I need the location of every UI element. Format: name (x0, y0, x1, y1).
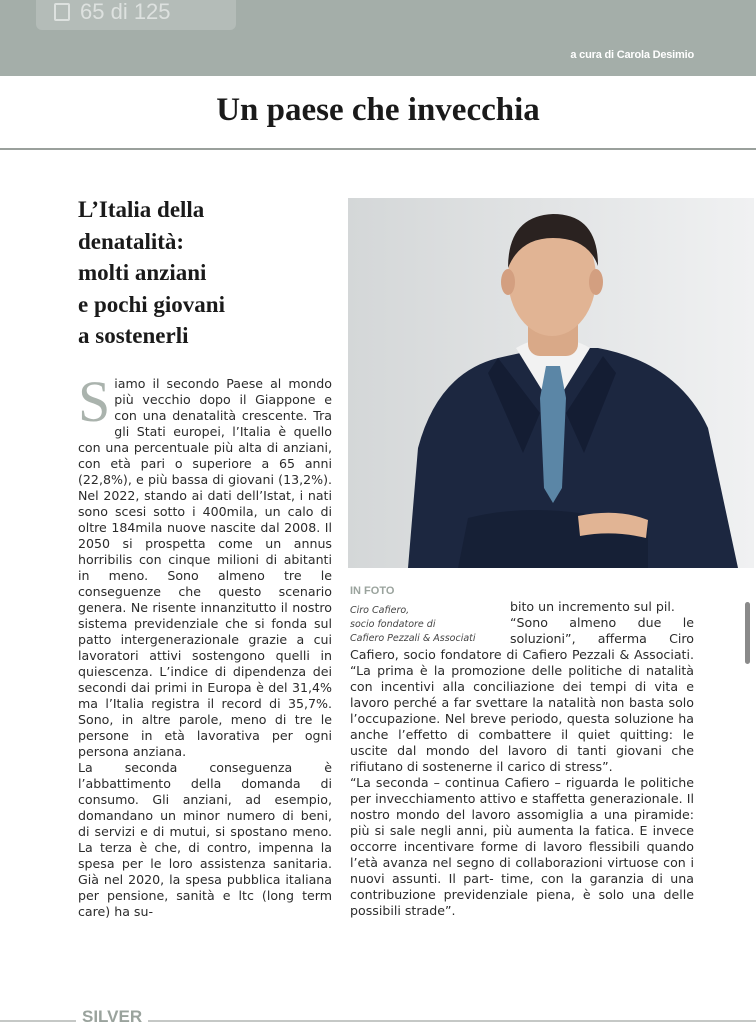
article-column-left (78, 369, 332, 920)
section-title: Un paese che invecchia (216, 92, 540, 128)
page-counter-text: 65 di 125 (80, 0, 171, 24)
body-paragraph: iamo il secondo Paese al mondo più vecchio dopo il Giappone e con una denatalità crescente. Tra gli Stati europei, l’Italia è quello con una percentuale più alta di anziani, con età pari o superiore a 65 anni (22,8%), e più bassa di giovani (13,2%). Nel 2022, stando ai dati dell’Istat, i nati sono scesi sotto i 400mila, un calo di oltre 184mila nuove nascite dal 2008. Il 2050 si prospetta come un annus horribilis con cinque milioni di abitanti in meno. Sono almeno tre le conseguenze che questo scenario genera. Ne risente innanzitutto il nostro sistema previdenziale che si fonda sul patto intergenerazionale grazie a cui lavoratori attivi sostengono quelli in quiescenza. L’indice di dipendenza dei secondi dai primi in Europa è del 31,4% ma l’Italia registra il record di 35,7%. Sono, in altre parole, meno di tre le persone in età lavorativa per ogni persona anziana. (78, 376, 332, 759)
portrait-illustration (348, 198, 754, 568)
curator-credit: a cura di Carola Desimio (570, 49, 694, 61)
article-column-right (350, 599, 694, 919)
headline-line: L’Italia della (78, 197, 205, 222)
document-icon (54, 3, 70, 21)
caption-line: Cafiero Pezzali & Associati (350, 633, 476, 644)
header-band (0, 0, 756, 76)
headline-line: e pochi giovani (78, 291, 225, 317)
body-paragraph: bito un incremento sul pil. (510, 599, 675, 614)
caption-line: socio fondatore di (350, 619, 436, 630)
body-paragraph: La seconda conseguenza è l’abbattimento della domanda di consumo. Gli anziani, ad esempio, domandano un minor numero di beni, di servizi e di mutui, si spostano meno. La terza è che, di contro, impenna la spesa per le loro assistenza sanitaria. Già nel 2020, la spesa pubblica italiana per pensione, sanità e ltc (long term care) ha su- (78, 760, 332, 919)
drop-cap: S (78, 369, 111, 434)
caption-line: Ciro Cafiero, (350, 605, 410, 616)
scrollbar-thumb[interactable] (745, 602, 750, 664)
portrait-photo (348, 198, 754, 568)
body-paragraph: “La seconda – continua Cafiero – riguarda le politiche per invecchiamento attivo e staffetta generazionale. Il nostro mondo del lavoro assomiglia a una piramide: più si sale negli anni, più aumenta la fatica. E invece occorre incentivare forme di lavoro flessibili quando l’età avanza nel segno di collaborazioni virtuose con i nuovi assunti. Il part- time, con la garanzia di una contribuzione previdenziale piena, è solo una delle possibili strade”. (350, 775, 694, 918)
caption-spacer (350, 599, 510, 647)
headline-line: molti anziani (78, 260, 207, 285)
headline-line: denatalità: (78, 228, 185, 254)
page-counter[interactable] (36, 0, 236, 30)
body-paragraph: “Sono almeno due le soluzioni”, afferma Ciro Cafiero, socio fondatore di Cafiero Pezzali & Associati. “La prima è la promozione delle politiche di natalità con incentivi alla conciliazione dei tempi di vita e lavoro perché a far svettare la natalità non basta solo l’occupazione. Nel breve periodo, questa soluzione ha anche l’effetto di combattere il quiet quitting: le uscite dal mondo del lavoro di tanti giovani che rifiutano di sostenerne il carico di stress”. (350, 615, 694, 774)
footer-brand: SILVER (76, 1007, 148, 1027)
headline-line: a sostenerli (78, 323, 189, 348)
photo-label: IN FOTO (350, 585, 395, 597)
header-divider (0, 148, 756, 150)
article-headline (78, 194, 328, 352)
